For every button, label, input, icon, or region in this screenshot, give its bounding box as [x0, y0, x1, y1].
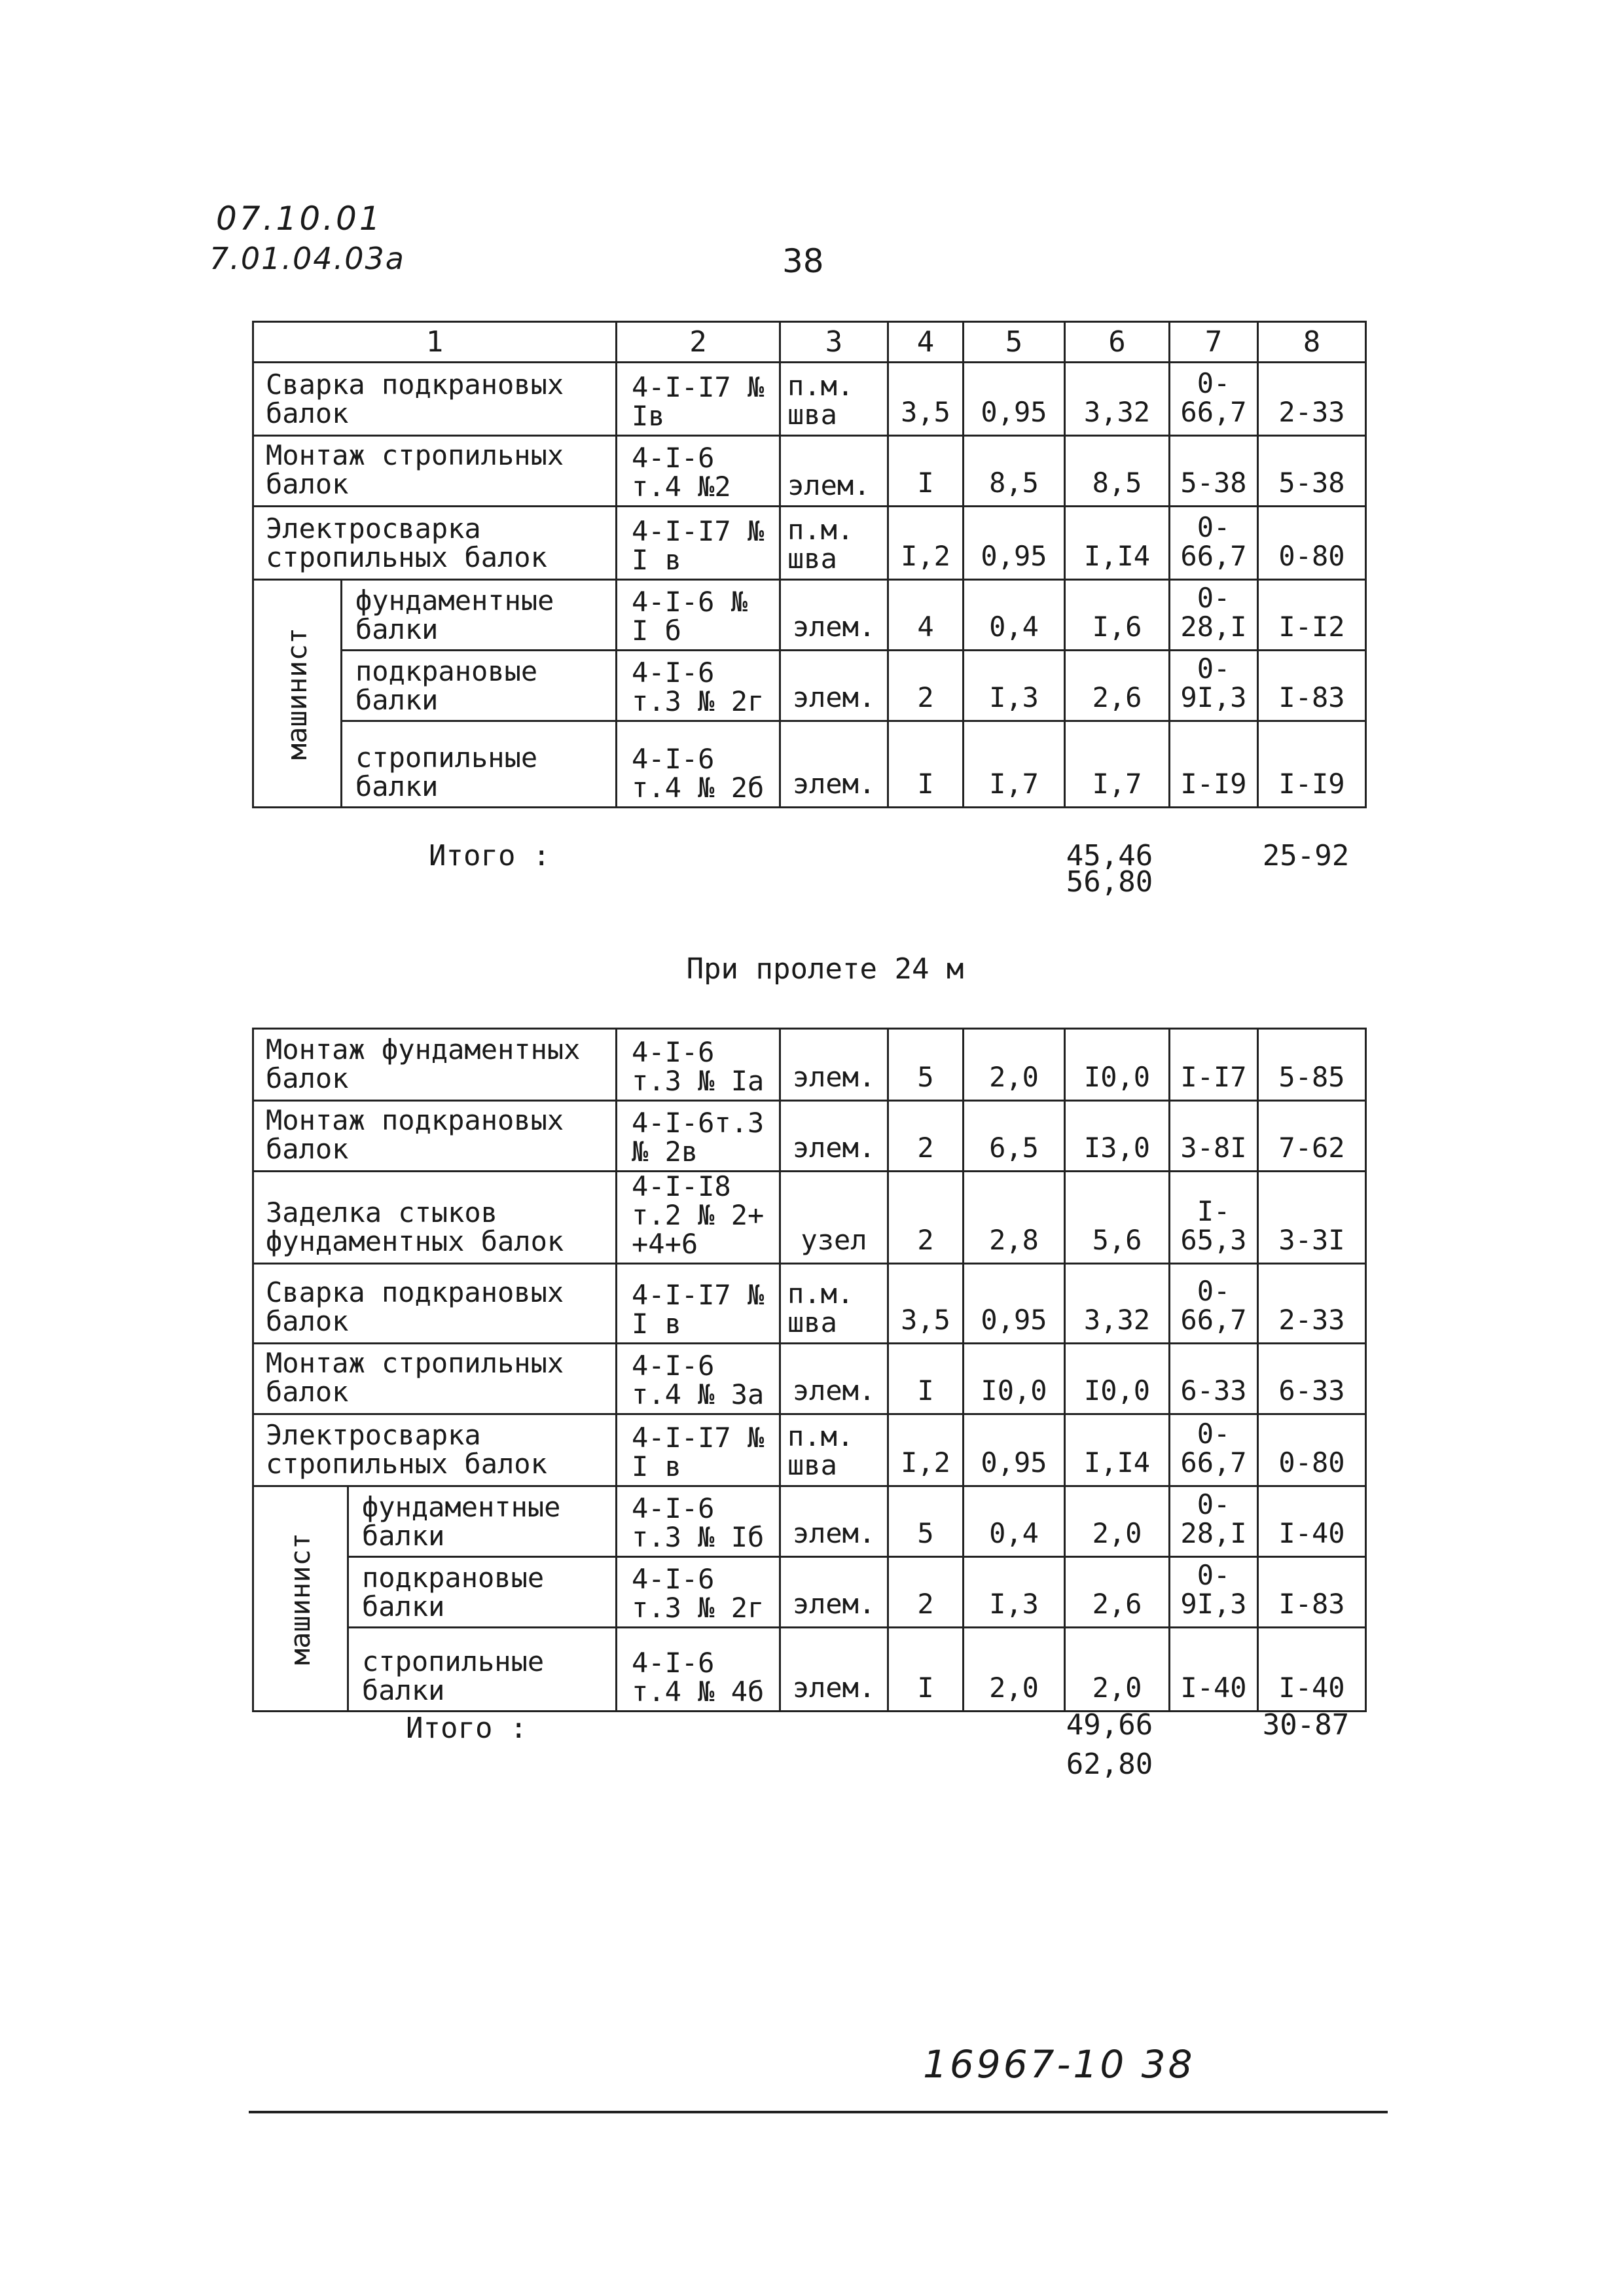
total-label: Итого : — [406, 1712, 528, 1745]
cell-col8: 5-85 — [1258, 1029, 1366, 1101]
table-row — [253, 721, 1366, 808]
cell-col5: 2,0 — [964, 1628, 1065, 1712]
cell-col8: I-I2 — [1258, 580, 1366, 651]
table-row — [253, 1172, 1366, 1264]
norm-code: 4-I-6 т.3 № Iа — [617, 1029, 780, 1101]
work-name: стропильные балки — [342, 721, 617, 808]
norm-code: 4-I-6 т.4 № 3а — [617, 1344, 780, 1414]
cell-col4: 2 — [888, 1172, 964, 1264]
table-row — [253, 1557, 1366, 1628]
total-col8: 30-87 — [1262, 1708, 1350, 1742]
table-row — [253, 1101, 1366, 1172]
cell-col4: I — [888, 1628, 964, 1712]
table-row — [253, 436, 1366, 507]
norm-code: 4-I-I7 № I в — [617, 507, 780, 580]
cell-col7: 3-8I — [1170, 1101, 1258, 1172]
work-name: подкрановые балки — [348, 1557, 617, 1628]
cell-col7: 6-33 — [1170, 1344, 1258, 1414]
cell-col7: 0-28,I — [1170, 1486, 1258, 1557]
group-label: машинист — [281, 627, 313, 760]
work-name: фундаментные балки — [348, 1486, 617, 1557]
col-header-8: 8 — [1258, 322, 1366, 363]
cell-col4: 2 — [888, 1557, 964, 1628]
cell-col8: 2-33 — [1258, 363, 1366, 436]
unit: п.м. шва — [780, 1414, 888, 1486]
cell-col5: 0,95 — [964, 1264, 1065, 1344]
cell-col6: I,I4 — [1065, 507, 1170, 580]
work-name: Сварка подкрановых балок — [253, 1264, 617, 1344]
cell-col5: I,7 — [964, 721, 1065, 808]
cell-col4: 2 — [888, 1101, 964, 1172]
unit: элем. — [780, 580, 888, 651]
work-name: стропильные балки — [348, 1628, 617, 1712]
norm-code: 4-I-6 № I б — [617, 580, 780, 651]
table-row — [253, 1344, 1366, 1414]
cell-col5: 0,95 — [964, 1414, 1065, 1486]
cell-col4: I — [888, 1344, 964, 1414]
table-span-24 — [252, 1028, 1367, 1712]
cell-col6: 2,0 — [1065, 1628, 1170, 1712]
norm-code: 4-I-6 т.3 № 2г — [617, 1557, 780, 1628]
cell-col4: I,2 — [888, 507, 964, 580]
norm-code: 4-I-6 т.3 № Iб — [617, 1486, 780, 1557]
work-name: Заделка стыков фундаментных балок — [253, 1172, 617, 1264]
cell-col5: I0,0 — [964, 1344, 1065, 1414]
unit: элем. — [780, 1101, 888, 1172]
cell-col4: I — [888, 721, 964, 808]
total-col6-a: 49,66 — [1066, 1708, 1153, 1742]
cell-col8: 6-33 — [1258, 1344, 1366, 1414]
table-row — [253, 1264, 1366, 1344]
cell-col7: I-40 — [1170, 1628, 1258, 1712]
norm-code: 4-I-6 т.4 № 4б — [617, 1628, 780, 1712]
norm-code: 4-I-I7 № Iв — [617, 363, 780, 436]
cell-col6: 3,32 — [1065, 363, 1170, 436]
work-name: Сварка подкрановых балок — [253, 363, 617, 436]
cell-col8: 0-80 — [1258, 507, 1366, 580]
work-name: Монтаж фундаментных балок — [253, 1029, 617, 1101]
work-name: Электросварка стропильных балок — [253, 1414, 617, 1486]
cell-col6: 3,32 — [1065, 1264, 1170, 1344]
group-label-cell — [253, 1486, 348, 1712]
cell-col6: I,7 — [1065, 721, 1170, 808]
cell-col5: 8,5 — [964, 436, 1065, 507]
cell-col4: 2 — [888, 651, 964, 721]
cell-col4: 5 — [888, 1486, 964, 1557]
table-row — [253, 651, 1366, 721]
total-label: Итого : — [429, 839, 550, 872]
unit: элем. — [780, 1628, 888, 1712]
page-number: 38 — [782, 242, 824, 280]
table-span-18 — [252, 321, 1367, 808]
norm-code: 4-I-6т.3 № 2в — [617, 1101, 780, 1172]
cell-col4: I,2 — [888, 1414, 964, 1486]
work-name: подкрановые балки — [342, 651, 617, 721]
norm-code: 4-I-I7 № I в — [617, 1414, 780, 1486]
norm-code: 4-I-6 т.3 № 2г — [617, 651, 780, 721]
cell-col5: I,3 — [964, 651, 1065, 721]
unit: п.м. шва — [780, 1264, 888, 1344]
cell-col4: 4 — [888, 580, 964, 651]
cell-col5: 6,5 — [964, 1101, 1065, 1172]
cell-col7: I-65,3 — [1170, 1172, 1258, 1264]
table-row — [253, 1029, 1366, 1101]
cell-col8: I-83 — [1258, 1557, 1366, 1628]
table-row — [253, 1486, 1366, 1557]
cell-col7: I-I9 — [1170, 721, 1258, 808]
work-name: фундаментные балки — [342, 580, 617, 651]
work-name: Монтаж стропильных балок — [253, 1344, 617, 1414]
col-header-6: 6 — [1065, 322, 1170, 363]
norm-code: 4-I-6 т.4 № 2б — [617, 721, 780, 808]
unit: элем. — [780, 651, 888, 721]
cell-col5: 0,95 — [964, 507, 1065, 580]
unit: п.м. шва — [780, 507, 888, 580]
work-name: Монтаж стропильных балок — [253, 436, 617, 507]
work-name: Электросварка стропильных балок — [253, 507, 617, 580]
table-row — [253, 1628, 1366, 1712]
cell-col6: 8,5 — [1065, 436, 1170, 507]
cell-col6: 5,6 — [1065, 1172, 1170, 1264]
unit: элем. — [780, 1486, 888, 1557]
cell-col4: 5 — [888, 1029, 964, 1101]
group-label: машинист — [284, 1532, 316, 1665]
cell-col7: 0-66,7 — [1170, 1414, 1258, 1486]
total-col6-b: 56,80 — [1066, 865, 1153, 899]
col-header-2: 2 — [617, 322, 780, 363]
total-col6-b: 62,80 — [1066, 1748, 1153, 1781]
cell-col5: 0,95 — [964, 363, 1065, 436]
cell-col5: 0,4 — [964, 1486, 1065, 1557]
table-row — [253, 507, 1366, 580]
document-code-2: 7.01.04.03a — [209, 241, 405, 276]
cell-col4: 3,5 — [888, 1264, 964, 1344]
cell-col8: 3-3I — [1258, 1172, 1366, 1264]
table-row — [253, 363, 1366, 436]
norm-code: 4-I-I8 т.2 № 2+ +4+6 — [617, 1172, 780, 1264]
cell-col7: 5-38 — [1170, 436, 1258, 507]
cell-col7: I-I7 — [1170, 1029, 1258, 1101]
group-label-cell — [253, 580, 342, 808]
cell-col8: I-40 — [1258, 1486, 1366, 1557]
col-header-7: 7 — [1170, 322, 1258, 363]
cell-col8: I-83 — [1258, 651, 1366, 721]
unit: элем. — [780, 1557, 888, 1628]
cell-col6: 2,6 — [1065, 651, 1170, 721]
unit: элем. — [780, 436, 888, 507]
work-name: Монтаж подкрановых балок — [253, 1101, 617, 1172]
unit: элем. — [780, 1344, 888, 1414]
cell-col8: 2-33 — [1258, 1264, 1366, 1344]
footer-rule — [249, 2111, 1388, 2113]
cell-col7: 0-66,7 — [1170, 507, 1258, 580]
document-code-1: 07.10.01 — [216, 200, 383, 238]
norm-code: 4-I-6 т.4 №2 — [617, 436, 780, 507]
cell-col6: I,6 — [1065, 580, 1170, 651]
cell-col6: 2,0 — [1065, 1486, 1170, 1557]
cell-col6: I,I4 — [1065, 1414, 1170, 1486]
cell-col5: I,3 — [964, 1557, 1065, 1628]
total-col6-a: 45,46 — [1066, 839, 1153, 872]
table-row — [253, 1414, 1366, 1486]
cell-col7: 0-66,7 — [1170, 1264, 1258, 1344]
footer-signature: 16967-10 38 — [923, 2042, 1195, 2087]
col-header-5: 5 — [964, 322, 1065, 363]
cell-col8: 5-38 — [1258, 436, 1366, 507]
cell-col8: I-40 — [1258, 1628, 1366, 1712]
cell-col7: 0-28,I — [1170, 580, 1258, 651]
cell-col7: 0-9I,3 — [1170, 651, 1258, 721]
unit: узел — [780, 1172, 888, 1264]
cell-col5: 2,8 — [964, 1172, 1065, 1264]
table-row — [253, 580, 1366, 651]
cell-col8: I-I9 — [1258, 721, 1366, 808]
cell-col8: 7-62 — [1258, 1101, 1366, 1172]
cell-col6: I0,0 — [1065, 1344, 1170, 1414]
cell-col6: I3,0 — [1065, 1101, 1170, 1172]
cell-col8: 0-80 — [1258, 1414, 1366, 1486]
cell-col7: 0-9I,3 — [1170, 1557, 1258, 1628]
cell-col6: I0,0 — [1065, 1029, 1170, 1101]
total-col8: 25-92 — [1262, 839, 1350, 872]
unit: элем. — [780, 1029, 888, 1101]
section-heading: При пролете 24 м — [686, 952, 964, 986]
cell-col7: 0-66,7 — [1170, 363, 1258, 436]
norm-code: 4-I-I7 № I в — [617, 1264, 780, 1344]
cell-col4: 3,5 — [888, 363, 964, 436]
cell-col5: 2,0 — [964, 1029, 1065, 1101]
cell-col6: 2,6 — [1065, 1557, 1170, 1628]
col-header-3: 3 — [780, 322, 888, 363]
col-header-4: 4 — [888, 322, 964, 363]
cell-col4: I — [888, 436, 964, 507]
col-header-1: 1 — [253, 322, 617, 363]
unit: элем. — [780, 721, 888, 808]
unit: п.м. шва — [780, 363, 888, 436]
table-header-row — [253, 322, 1366, 363]
cell-col5: 0,4 — [964, 580, 1065, 651]
